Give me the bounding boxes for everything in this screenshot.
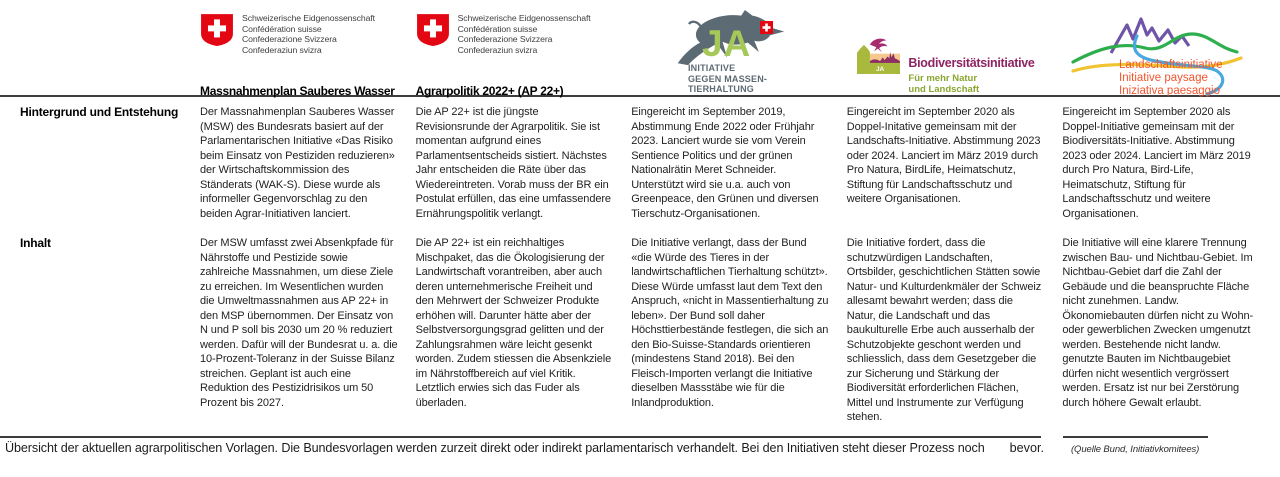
swiss-coat-of-arms-icon xyxy=(200,13,234,47)
biodiversitaet-logo-title: Biodiversitätsinitiative xyxy=(908,56,1035,70)
cell-hintergrund-massentierhaltung: Eingereicht im September 2019, Abstimmung Ende 2022 oder Frühjahr 2023. Lanciert wurde sie vom Verein Sentience Politics und der grünen Nationalrätin Meret Schneider. Unterstützt wird sie u.a. auch von Greenpeace, den Grünen und diversen Tierschutz-Organisationen. xyxy=(631,106,819,220)
landschaft-logo-line: Initiative paysage xyxy=(1119,72,1209,84)
header-label-spacer xyxy=(20,0,182,104)
landschaft-logo-line: Iniziativa paesaggio xyxy=(1119,85,1221,97)
cell-hintergrund-landschaft: Eingereicht im September 2020 als Doppel-Initiative gemeinsam mit der Biodiversitäts-Initiative. Abstimmung 2023 oder 2024. Lanciert im März 2019 durch Pro Natura, Bird-Life, Heimatschutz, Stiftung für Landschaftsschutz und weitere Organisationen. xyxy=(1062,106,1251,220)
landscape-with-swallow-icon xyxy=(857,15,901,97)
swiss-logo-line: Confédération suisse xyxy=(242,23,322,34)
column-title-ap22: Agrarpolitik 2022+ (AP 22+) xyxy=(415,84,564,98)
row-label-hintergrund: Hintergrund und Entstehung xyxy=(20,105,179,119)
cell-inhalt-ap22: Die AP 22+ ist ein reichhaltiges Mischpaket, das die Ökologisierung der Landwirtschaft vorantreiben, aber auch deren unternehmerische Freiheit und den Mehrwert der Schweizer Produkte erhöhen will. Darunter hätte aber der Selbstversorgungsgrad gelitten und der Zahlungsrahmen wäre leicht gesenkt worden. Zudem stiessen die Absenkziele im Nährstoffbereich auf viel Kritik. Letztlich erwies sich das Fuder als überladen. xyxy=(415,237,612,409)
massentierhaltung-logo-caption xyxy=(688,63,767,95)
massentierhaltung-initiative-logo xyxy=(674,9,786,101)
swiss-confederation-logo xyxy=(200,9,398,55)
row-label-inhalt: Inhalt xyxy=(20,236,51,250)
swiss-logo-wordmark xyxy=(242,13,375,55)
table-bottom-rule xyxy=(0,436,1280,438)
swiss-coat-of-arms-icon xyxy=(416,13,450,47)
column-header-biodiversitaet xyxy=(847,0,1045,104)
swiss-logo-line: Confederazione Svizzera xyxy=(457,34,553,45)
column-header-landschaft xyxy=(1062,0,1260,104)
caption-text: Übersicht der aktuellen agrarpolitischen Vorlagen. Die Bundesvorlagen werden zurzeit direkt oder indirekt parlamentarisch verhandelt. Bei den Initiativen steht dieser Prozess noch xyxy=(5,441,985,455)
column-header-msw xyxy=(200,0,398,104)
swiss-flag-icon xyxy=(760,21,773,34)
cell-inhalt-msw: Der MSW umfasst zwei Absenkpfade für Nährstoffe und Pestizide sowie zahlreiche Massnahmen, um diese Ziele zu erreichen. Im Wesentlichen wurden die Umweltmassnahmen aus AP 22+ in den MSP übernommen. Der Einsatz von N und P soll bis 2030 um 20 % reduziert werden. Dafür will der Bundesrat u. a. die 10-Prozent-Toleranz in der Suisse Bilanz streichen. Geplant ist auch eine Reduktion des Pestizidrisikos um 50 Prozent bis 2027. xyxy=(200,237,398,409)
table-header xyxy=(0,0,1280,97)
ja-wordmark: JA xyxy=(875,66,884,74)
biodiversitaet-logo-text xyxy=(908,56,1034,97)
cell-inhalt-landschaft: Die Initiative will eine klarere Trennung zwischen Bau- und Nichtbau-Gebiet. Im Nichtbau-Gebiet darf die Zahl der Gebäude und die beanspruchte Fläche nicht zunehmen. Landw. Ökonomiebauten dürfen nicht zu Wohn- oder gewerblichen Zwecken umgenutzt werden. Bestehende nicht landw. genutzte Bauten im Nichtbaugebiet dürfen nicht wesentlich vergrössert werden. Ersatz ist nur bei Zerstörung durch höhere Gewalt erlaubt. xyxy=(1062,237,1254,409)
landschafts-initiative-logo xyxy=(1071,9,1251,104)
column-header-ap22 xyxy=(416,0,614,104)
biodiversitaet-logo-subtitle xyxy=(908,73,1034,95)
logo-subtitle-line: und Landschaft xyxy=(908,84,980,95)
swiss-logo-line: Confederazione Svizzera xyxy=(242,34,337,45)
cell-hintergrund-msw: Der Massnahmenplan Sauberes Wasser (MSW) des Bundesrats basiert auf der Parlamentarischen Initiative «Das Risiko beim Einsatz von Pestiziden reduzieren» der Wirtschaftskommission des Ständerats (WAK-S). Diese wurde als informeller Gegenvorschlag zu den beiden Agrar-Initiativen lanciert. xyxy=(200,106,395,220)
cell-hintergrund-biodiversitaet: Eingereicht im September 2020 als Doppel-Initative gemeinsam mit der Landschafts-Initiative. Abstimmung 2023 oder 2024. Lanciert im März 2019 durch Pro Natura, BirdLife, Heimatschutz, Stiftung für Landschaftsschutz und weitere Organisationen. xyxy=(846,106,1041,205)
cell-inhalt-biodiversitaet: Die Initiative fordert, dass die schutzwürdigen Landschaften, Ortsbilder, geschichtlichen Stätten sowie Natur- und Kulturdenkmäler der Schweiz allesamt bewahrt werden; dass die Natur, die Landschaft und das baukulturelle Erbe auch ausserhalb der Schutzobjekte geschont werden und schliesslich, dass dem Gesetzgeber die zur Sicherung und Stärkung der Biodiversität erforderlichen Flächen, Mittel und Instrumente zur Verfügung stehen. xyxy=(846,237,1042,423)
cell-hintergrund-ap22: Die AP 22+ ist die jüngste Revisionsrunde der Agrarpolitik. Sie ist momentan aufgrund eines Parlamentsentscheids sistiert. Nächstes Jahr entscheiden die Räte über das Wiedereintreten. Vorab muss der BR ein Postulat erfüllen, das eine umfassendere Ernährungspolitik verlangt. xyxy=(415,106,611,220)
swiss-logo-line: Confederaziun svizra xyxy=(242,44,322,55)
swiss-logo-line: Confédération suisse xyxy=(457,23,538,34)
bottom-rule-right-segment xyxy=(1063,436,1208,438)
table-row-hintergrund xyxy=(0,97,1280,228)
swiss-logo-wordmark xyxy=(458,13,591,55)
cell-inhalt-massentierhaltung: Die Initiative verlangt, dass der Bund «die Würde des Tieres in der landwirtschaftlichen Tierhaltung schützt». Diese Würde umfasst laut dem Text den Anspruch, «nicht in Massentierhaltung zu leben». Der Bund soll daher Höchsttierbestände festlegen, die sich an den Bio-Suisse-Standards orientieren (mindestens Stand 2018). Bei den Fleisch-Importen verlangt die Initiative dieselben Massstäbe wie für die Inlandproduktion. xyxy=(631,237,829,409)
mountain-landscape-lines-icon xyxy=(1071,9,1251,99)
logo-caption-line: GEGEN MASSEN- xyxy=(687,73,768,84)
swiss-confederation-logo xyxy=(416,9,614,55)
logo-subtitle-line: Für mehr Natur xyxy=(908,73,978,84)
caption-text-end: bevor. xyxy=(1009,441,1044,455)
logo-caption-line: INITIATIVE xyxy=(687,63,736,73)
bottom-rule-left-segment xyxy=(0,436,1041,438)
column-header-massentierhaltung xyxy=(631,0,829,104)
ja-wordmark: JA xyxy=(701,23,752,64)
table-row-inhalt xyxy=(0,228,1280,426)
landschaft-logo-line: Landschaftsinitiative xyxy=(1119,59,1223,71)
caption-source: (Quelle Bund, Initiativkomitees) xyxy=(1070,444,1200,455)
swiss-logo-line: Confederaziun svizra xyxy=(457,44,538,55)
swiss-logo-line: Schweizerische Eidgenossenschaft xyxy=(457,13,591,23)
figure-caption xyxy=(5,441,1275,455)
biodiversitaets-initiative-logo xyxy=(857,9,1035,97)
column-title-msw: Massnahmenplan Sauberes Wasser xyxy=(200,84,395,98)
swiss-logo-line: Schweizerische Eidgenossenschaft xyxy=(242,13,375,23)
logo-caption-line: TIERHALTUNG xyxy=(687,84,755,95)
